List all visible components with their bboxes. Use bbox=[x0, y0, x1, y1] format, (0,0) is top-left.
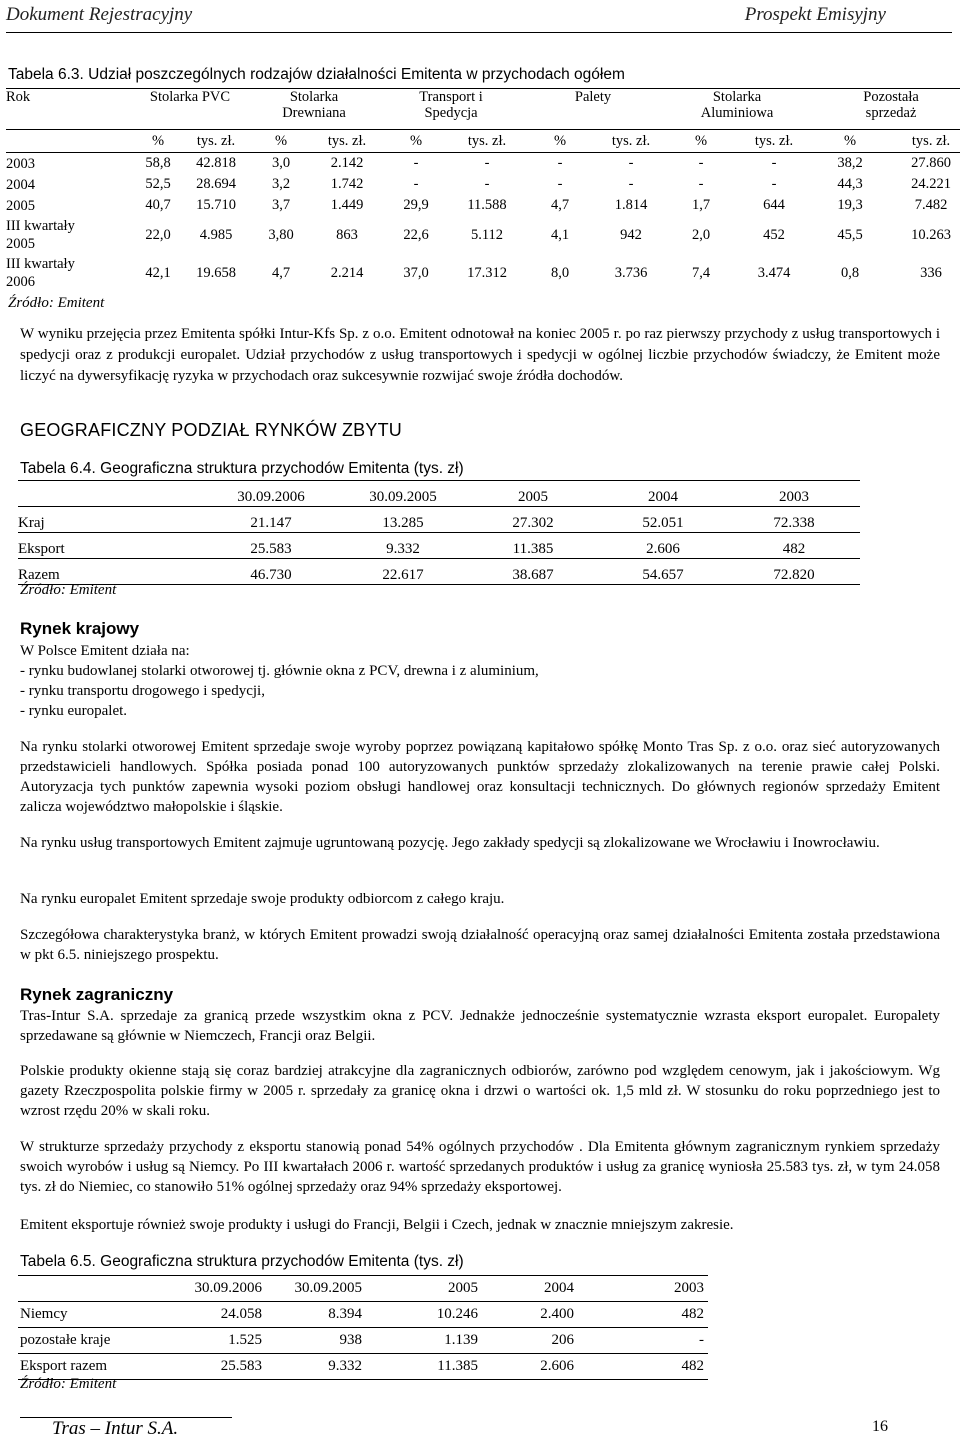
table64-cell: 13.285 bbox=[338, 507, 468, 533]
table65-cell: 10.246 bbox=[366, 1302, 482, 1328]
table64-row-label: Kraj bbox=[18, 507, 204, 533]
table64-cell: 9.332 bbox=[338, 533, 468, 559]
table63-row bbox=[6, 216, 960, 254]
heading-rynek-krajowy: Rynek krajowy bbox=[20, 619, 140, 638]
tys-header: tys. zł. bbox=[598, 130, 664, 153]
table63-cell: 11.588 bbox=[467, 197, 507, 213]
table65-cell: 482 bbox=[578, 1354, 708, 1380]
krajowy-list-item: - rynku europalet. bbox=[20, 703, 128, 719]
footer-company: Tras – Intur S.A. bbox=[52, 1418, 179, 1439]
table65-header-cell: 2003 bbox=[578, 1276, 708, 1302]
table63-source: Źródło: Emitent bbox=[8, 295, 105, 311]
table63-unit-row bbox=[6, 130, 960, 153]
table64-cell: 25.583 bbox=[204, 533, 338, 559]
table64-source: Źródło: Emitent bbox=[20, 582, 117, 598]
table63-cell: 19,3 bbox=[837, 197, 863, 213]
table65-header-cell: 2004 bbox=[482, 1276, 578, 1302]
table65-cell: 24.058 bbox=[188, 1302, 266, 1328]
running-header-left: Dokument Rejestracyjny bbox=[6, 4, 193, 25]
table63-cell: 19.658 bbox=[196, 264, 236, 281]
table63-cell: 27.860 bbox=[911, 155, 951, 171]
table63-cell: 24.221 bbox=[911, 176, 951, 192]
table64-cell: 54.657 bbox=[598, 559, 728, 585]
table63-cell: 22,0 bbox=[145, 226, 171, 243]
table64-cell: 482 bbox=[728, 533, 860, 559]
tys-header: tys. zł. bbox=[452, 130, 522, 153]
pct-header: % bbox=[522, 130, 598, 153]
table63-cell: - bbox=[628, 176, 634, 192]
table63-cell: 44,3 bbox=[837, 176, 863, 192]
pct-header: % bbox=[664, 130, 738, 153]
table63-cell: - bbox=[771, 176, 777, 192]
table65-row-label: Niemcy bbox=[18, 1302, 188, 1328]
paragraph-francja: Emitent eksportuje również swoje produkty i usługi do Francji, Belgii i Czech, jednak w znacznie mniejszym zakresie. bbox=[20, 1217, 734, 1233]
table63-cell: 1.449 bbox=[330, 197, 364, 213]
table63-year-cell: III kwartały 2006 bbox=[6, 256, 75, 290]
table64-cell: 2.606 bbox=[598, 533, 728, 559]
table65-cell: 1.525 bbox=[188, 1328, 266, 1354]
table65-cell: 8.394 bbox=[266, 1302, 366, 1328]
table64-row-label: Eksport bbox=[18, 533, 204, 559]
table64-cell: 72.338 bbox=[728, 507, 860, 533]
table63-cell: - bbox=[484, 155, 490, 171]
paragraph-polskie-produkty: Polskie produkty okienne stają się coraz bardziej atrakcyjne dla zagranicznych odbiorów, zarówno pod względem cenowym, jak i jakościowym. Wg gazety Rzeczpospolita polskie firmy w 2005 r. sprzedały za granicę okna i drzwi o wartości ok. 1,5 mld zł. W stosunku do roku poprzedniego jest to wzrost rzędu 20% w skali roku. bbox=[20, 1063, 940, 1119]
table63-cell: 3,2 bbox=[271, 176, 291, 192]
table63-group-header-row bbox=[6, 89, 960, 130]
table65-row bbox=[18, 1328, 708, 1354]
table63-group-header: Stolarka PVC bbox=[132, 89, 248, 130]
pct-header: % bbox=[380, 130, 452, 153]
table64-header-cell: 2005 bbox=[468, 481, 598, 507]
table65-header-cell bbox=[18, 1276, 188, 1302]
table63-cell: 452 bbox=[763, 226, 785, 243]
tys-header: tys. zł. bbox=[890, 130, 960, 153]
table63-group-header: Palety bbox=[522, 89, 664, 130]
table63-cell: 7,4 bbox=[691, 264, 711, 281]
table64-header-cell: 2004 bbox=[598, 481, 728, 507]
table63 bbox=[6, 88, 960, 292]
table63-cell: 3,7 bbox=[271, 197, 291, 213]
table63-cell: - bbox=[557, 155, 563, 171]
paragraph-struktura: W strukturze sprzedaży przychody z eksportu stanowią ponad 54% ogólnych przychodów . Dla Emitenta głównym zagranicznym rynkiem sprzedaży swoich wyrobów i usług są Niemcy. Po III kwartałach 2006 r. wartość sprzedanych produktów i usług za granicę wyniosła 25.583 tys. zł, w tym 24.058 tys. zł do Niemiec, co stanowiło 51% ogólnej sprzedaży oraz 94% sprzedaży eksportowej. bbox=[20, 1139, 940, 1195]
table63-year-cell: III kwartały 2005 bbox=[6, 218, 75, 252]
table65-row-label: pozostałe kraje bbox=[18, 1328, 188, 1354]
table63-cell: 336 bbox=[920, 264, 942, 281]
table63-cell: 42.818 bbox=[196, 155, 236, 171]
table63-cell: - bbox=[698, 155, 704, 171]
table65-cell: 9.332 bbox=[266, 1354, 366, 1380]
table65-header-cell: 30.09.2005 bbox=[266, 1276, 366, 1302]
section-heading-geo: GEOGRAFICZNY PODZIAŁ RYNKÓW ZBYTU bbox=[20, 420, 402, 440]
krajowy-intro: W Polsce Emitent działa na: bbox=[20, 643, 190, 659]
table63-cell: 37,0 bbox=[403, 264, 429, 281]
table63-cell: 3.736 bbox=[614, 264, 648, 281]
table64-cell: 46.730 bbox=[204, 559, 338, 585]
table63-cell: 644 bbox=[763, 197, 785, 213]
tys-header: tys. zł. bbox=[738, 130, 810, 153]
table65-row bbox=[18, 1302, 708, 1328]
table65-cell: 2.606 bbox=[482, 1354, 578, 1380]
table64-row bbox=[18, 507, 860, 533]
heading-rynek-zagraniczny: Rynek zagraniczny bbox=[20, 985, 174, 1004]
table65-cell: 25.583 bbox=[188, 1354, 266, 1380]
pct-header: % bbox=[810, 130, 890, 153]
table64-cell: 22.617 bbox=[338, 559, 468, 585]
table63-cell: 29,9 bbox=[403, 197, 429, 213]
paragraph-europalety: Na rynku europalet Emitent sprzedaje swoje produkty odbiorcom z całego kraju. bbox=[20, 891, 505, 907]
table65-cell: 938 bbox=[266, 1328, 366, 1354]
table63-cell: 3.474 bbox=[757, 264, 791, 281]
table63-cell: 45,5 bbox=[837, 226, 863, 243]
table63-year-cell: 2004 bbox=[6, 176, 35, 193]
table63-cell: 0,8 bbox=[840, 264, 860, 281]
tys-header: tys. zł. bbox=[184, 130, 248, 153]
table63-year-cell: 2003 bbox=[6, 155, 35, 172]
table63-cell: - bbox=[484, 176, 490, 192]
table63-cell: 863 bbox=[336, 226, 358, 243]
table63-cell: - bbox=[771, 155, 777, 171]
table63-cell: 2.142 bbox=[330, 155, 364, 171]
table63-cell: - bbox=[413, 176, 419, 192]
table64-cell: 27.302 bbox=[468, 507, 598, 533]
table63-row bbox=[6, 195, 960, 216]
table64-cell: 52.051 bbox=[598, 507, 728, 533]
table63-cell: 58,8 bbox=[145, 155, 171, 171]
table63-cell: 4,1 bbox=[550, 226, 570, 243]
page-number: 16 bbox=[872, 1418, 888, 1435]
running-header-right: Prospekt Emisyjny bbox=[744, 4, 886, 25]
pct-header: % bbox=[248, 130, 314, 153]
table63-cell: 15.710 bbox=[196, 197, 236, 213]
table63-caption: Tabela 6.3. Udział poszczególnych rodzajów działalności Emitenta w przychodach ogółem bbox=[8, 66, 625, 83]
table64-header-row bbox=[18, 481, 860, 507]
table63-cell: 2.214 bbox=[330, 264, 364, 281]
krajowy-block bbox=[20, 641, 940, 721]
krajowy-list-item: - rynku transportu drogowego i spedycji, bbox=[20, 683, 265, 699]
table64-row bbox=[18, 559, 860, 585]
table63-cell: 40,7 bbox=[145, 197, 171, 213]
table63-cell: 52,5 bbox=[145, 176, 171, 192]
pct-header: % bbox=[132, 130, 184, 153]
table64-cell: 72.820 bbox=[728, 559, 860, 585]
table63-cell: 4,7 bbox=[271, 264, 291, 281]
paragraph-transport: Na rynku usług transportowych Emitent zajmuje ugruntowaną pozycję. Jego zakłady spedycji są zlokalizowane we Wrocławiu i Inowrocławiu. bbox=[20, 835, 880, 851]
tys-header: tys. zł. bbox=[314, 130, 380, 153]
table63-row bbox=[6, 254, 960, 292]
table63-year-cell: 2005 bbox=[6, 197, 35, 214]
table63-cell: - bbox=[557, 176, 563, 192]
table64 bbox=[18, 480, 860, 585]
table63-row bbox=[6, 153, 960, 175]
table63-cell: 4.985 bbox=[199, 226, 233, 243]
table63-cell: 4,7 bbox=[550, 197, 570, 213]
table63-group-header: Pozostała sprzedaż bbox=[810, 89, 960, 130]
table65-cell: - bbox=[578, 1328, 708, 1354]
header-rule bbox=[6, 32, 952, 33]
table63-cell: - bbox=[413, 155, 419, 171]
table65-caption: Tabela 6.5. Geograficzna struktura przychodów Emitenta (tys. zł) bbox=[20, 1253, 464, 1270]
table65-row-label: Eksport razem bbox=[18, 1354, 188, 1380]
table65-header-row bbox=[18, 1276, 708, 1302]
table63-cell: 2,0 bbox=[691, 226, 711, 243]
table63-group-header: Stolarka Drewniana bbox=[248, 89, 380, 130]
table63-cell: 42,1 bbox=[145, 264, 171, 281]
table64-cell: 11.385 bbox=[468, 533, 598, 559]
table63-cell: 5.112 bbox=[470, 226, 504, 243]
table63-cell: - bbox=[698, 176, 704, 192]
table65 bbox=[18, 1275, 708, 1380]
table64-row-label: Razem bbox=[18, 559, 204, 585]
table65-cell: 11.385 bbox=[366, 1354, 482, 1380]
krajowy-list-item: - rynku budowlanej stolarki otworowej tj. głównie okna z PCV, drewna i z aluminium, bbox=[20, 663, 539, 679]
table65-cell: 2.400 bbox=[482, 1302, 578, 1328]
paragraph-eksport-okna: Tras-Intur S.A. sprzedaje za granicą przede wszystkim okna z PCV. Jednakże jednocześnie systematycznie wzrasta eksport europalet. Europalety sprzedawane są głównie w Niemczech, Francji oraz Belgii. bbox=[20, 1008, 940, 1044]
paragraph-szczegolowa: Szczegółowa charakterystyka branż, w których Emitent prowadzi swoją działalność operacyjną oraz samej działalności Emitenta została przedstawiona w pkt 6.5. niniejszego prospektu. bbox=[20, 927, 940, 963]
table63-row bbox=[6, 174, 960, 195]
table65-row bbox=[18, 1354, 708, 1380]
table64-caption: Tabela 6.4. Geograficzna struktura przychodów Emitenta (tys. zł) bbox=[20, 460, 464, 477]
table63-cell: - bbox=[628, 155, 634, 171]
table63-cell: 10.263 bbox=[911, 226, 951, 243]
table65-header-cell: 2005 bbox=[366, 1276, 482, 1302]
table63-cell: 17.312 bbox=[467, 264, 507, 281]
table65-cell: 206 bbox=[482, 1328, 578, 1354]
table63-cell: 22,6 bbox=[403, 226, 429, 243]
table64-header-cell: 30.09.2005 bbox=[338, 481, 468, 507]
table65-header-cell: 30.09.2006 bbox=[188, 1276, 266, 1302]
table64-row bbox=[18, 533, 860, 559]
table63-group-header: Stolarka Aluminiowa bbox=[664, 89, 810, 130]
table63-cell: 7.482 bbox=[914, 197, 948, 213]
table63-cell: 3,0 bbox=[271, 155, 291, 171]
table63-cell: 3,80 bbox=[268, 226, 294, 243]
paragraph-acquisition: W wyniku przejęcia przez Emitenta spółki Intur-Kfs Sp. z o.o. Emitent odnotował na koniec 2005 r. po raz pierwszy przychody z usług transportowych i spedycji oraz z produkcji europalet. Udział przychodów z usług transportowych i spedycji w ogólnej liczbie przychodów świadczy, że Emitent może liczyć na dywersyfikację ryzyka w przychodach oraz sukcesywnie rozwijać swoje źródła dochodów. bbox=[20, 326, 940, 384]
table63-cell: 28.694 bbox=[196, 176, 236, 192]
table63-cell: 942 bbox=[620, 226, 642, 243]
table63-cell: 8,0 bbox=[550, 264, 570, 281]
table64-cell: 21.147 bbox=[204, 507, 338, 533]
table63-cell: 1.742 bbox=[330, 176, 364, 192]
table65-source: Źródło: Emitent bbox=[20, 1376, 117, 1392]
paragraph-stolarka: Na rynku stolarki otworowej Emitent sprzedaje swoje wyroby poprzez powiązaną kapitałowo spółkę Monto Tras Sp. z o.o. oraz sieć autoryzowanych przedstawicieli handlowych. Spółka posiada ponad 100 autoryzowanych punktów sprzedaży zlokalizowanych na terenie prawie całej Polski. Autoryzacja tych punktów zapewnia wysoki poziom obsługi handlowej oraz konsultacji technicznych. Do głównych regionów sprzedaży Emitent zalicza województwo małopolskie i śląskie. bbox=[20, 739, 940, 815]
table63-group-header: Transport i Spedycja bbox=[380, 89, 522, 130]
table63-cell: 38,2 bbox=[837, 155, 863, 171]
table64-cell: 38.687 bbox=[468, 559, 598, 585]
table63-cell: 1,7 bbox=[691, 197, 711, 213]
table63-cell: 1.814 bbox=[614, 197, 648, 213]
table65-cell: 482 bbox=[578, 1302, 708, 1328]
table64-header-cell bbox=[18, 481, 204, 507]
table63-rok-header: Rok bbox=[6, 89, 132, 130]
table64-header-cell: 30.09.2006 bbox=[204, 481, 338, 507]
table64-header-cell: 2003 bbox=[728, 481, 860, 507]
table65-cell: 1.139 bbox=[366, 1328, 482, 1354]
